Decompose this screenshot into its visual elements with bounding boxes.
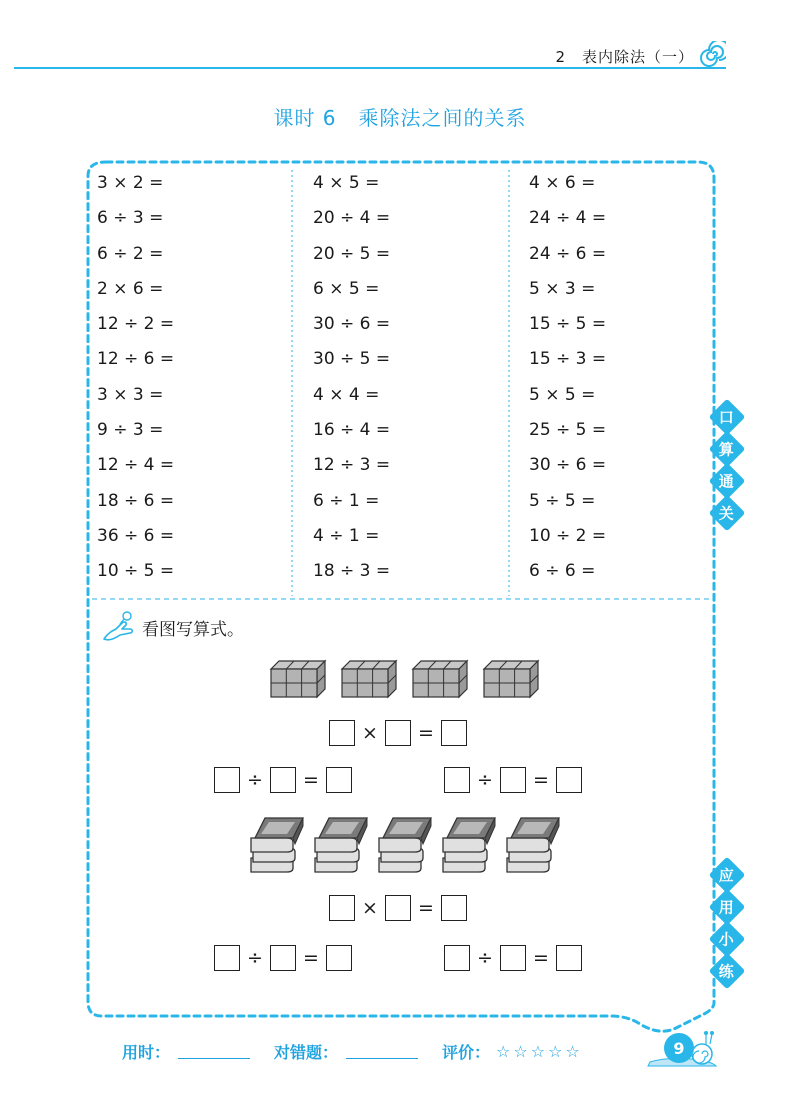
calc-item: 25 ÷ 5 = bbox=[529, 420, 607, 441]
lesson-name: 乘除法之间的关系 bbox=[358, 106, 527, 130]
calc-item: 4 ÷ 1 = bbox=[313, 525, 380, 546]
answer-box[interactable] bbox=[500, 945, 526, 971]
book-stack-icon bbox=[375, 814, 433, 874]
time-blank[interactable] bbox=[178, 1044, 250, 1059]
answer-box[interactable] bbox=[214, 767, 240, 793]
answer-box[interactable] bbox=[444, 945, 470, 971]
calc-item: 36 ÷ 6 = bbox=[97, 525, 175, 546]
answer-box[interactable] bbox=[441, 720, 467, 746]
calc-item: 20 ÷ 4 = bbox=[313, 208, 391, 229]
multiply-sign: × bbox=[362, 897, 378, 919]
calc-item: 18 ÷ 6 = bbox=[97, 490, 175, 511]
calc-item: 15 ÷ 5 = bbox=[529, 314, 607, 335]
multiply-sign: × bbox=[362, 722, 378, 744]
footer bbox=[122, 1040, 583, 1063]
side-char: 用 bbox=[709, 889, 746, 926]
answer-box[interactable] bbox=[329, 895, 355, 921]
equals-sign: = bbox=[303, 769, 319, 791]
equation-multiply-2 bbox=[329, 895, 467, 921]
divide-sign: ÷ bbox=[247, 947, 263, 969]
header-divider bbox=[14, 67, 726, 69]
cube-blocks-picture bbox=[269, 659, 540, 699]
answer-box[interactable] bbox=[270, 945, 296, 971]
book-stack-icon bbox=[247, 814, 305, 874]
calc-item: 3 × 3 = bbox=[97, 384, 164, 405]
rating-stars[interactable]: ☆☆☆☆☆ bbox=[496, 1042, 583, 1061]
page-number: 9 bbox=[664, 1033, 694, 1063]
answer-box[interactable] bbox=[326, 767, 352, 793]
divide-sign: ÷ bbox=[247, 769, 263, 791]
side-label-application bbox=[714, 860, 744, 990]
calc-item: 12 ÷ 2 = bbox=[97, 314, 175, 335]
calc-item: 5 ÷ 5 = bbox=[529, 490, 596, 511]
calc-column-2 bbox=[313, 173, 390, 597]
answer-box[interactable] bbox=[214, 945, 240, 971]
pointing-hand-icon bbox=[100, 609, 136, 645]
calc-item: 10 ÷ 5 = bbox=[97, 561, 175, 582]
side-char: 练 bbox=[709, 953, 746, 990]
calc-item: 30 ÷ 6 = bbox=[313, 314, 391, 335]
calc-item: 5 × 5 = bbox=[529, 384, 596, 405]
calc-item: 6 ÷ 2 = bbox=[97, 243, 164, 264]
calc-item: 6 ÷ 1 = bbox=[313, 490, 380, 511]
book-stack-icon bbox=[439, 814, 497, 874]
equals-sign: = bbox=[303, 947, 319, 969]
side-char: 通 bbox=[709, 463, 746, 500]
cube-block-icon bbox=[411, 659, 469, 699]
divide-sign: ÷ bbox=[477, 769, 493, 791]
calc-item: 24 ÷ 4 = bbox=[529, 208, 607, 229]
equation-divide-1b bbox=[444, 767, 582, 793]
calc-item: 16 ÷ 4 = bbox=[313, 420, 391, 441]
calc-item: 4 × 6 = bbox=[529, 173, 596, 193]
errors-blank[interactable] bbox=[346, 1044, 418, 1059]
task-text: 看图写算式。 bbox=[142, 619, 244, 640]
side-char: 小 bbox=[709, 921, 746, 958]
calc-column-1 bbox=[97, 173, 174, 597]
equation-divide-1a bbox=[214, 767, 352, 793]
calc-item: 18 ÷ 3 = bbox=[313, 561, 391, 582]
side-label-oral bbox=[714, 402, 744, 532]
calc-item: 3 × 2 = bbox=[97, 173, 164, 193]
calc-item: 12 ÷ 3 = bbox=[313, 455, 391, 476]
equals-sign: = bbox=[533, 769, 549, 791]
calc-item: 6 × 5 = bbox=[313, 278, 380, 299]
answer-box[interactable] bbox=[556, 767, 582, 793]
calc-item: 2 × 6 = bbox=[97, 278, 164, 299]
calc-item: 6 ÷ 6 = bbox=[529, 561, 596, 582]
calc-item: 9 ÷ 3 = bbox=[97, 420, 164, 441]
task-instruction bbox=[100, 609, 244, 645]
answer-box[interactable] bbox=[326, 945, 352, 971]
calc-item: 12 ÷ 4 = bbox=[97, 455, 175, 476]
equals-sign: = bbox=[418, 722, 434, 744]
calc-item: 30 ÷ 6 = bbox=[529, 455, 607, 476]
calc-item: 15 ÷ 3 = bbox=[529, 349, 607, 370]
calc-item: 20 ÷ 5 = bbox=[313, 243, 391, 264]
calc-item: 4 × 5 = bbox=[313, 173, 380, 193]
answer-box[interactable] bbox=[270, 767, 296, 793]
answer-box[interactable] bbox=[556, 945, 582, 971]
rating-label: 评价： bbox=[442, 1043, 491, 1062]
side-char: 算 bbox=[709, 431, 746, 468]
equation-divide-2b bbox=[444, 945, 582, 971]
side-char: 关 bbox=[709, 495, 746, 532]
answer-box[interactable] bbox=[441, 895, 467, 921]
equals-sign: = bbox=[418, 897, 434, 919]
equation-divide-2a bbox=[214, 945, 352, 971]
calc-item: 4 × 4 = bbox=[313, 384, 380, 405]
cube-block-icon bbox=[269, 659, 327, 699]
book-stack-icon bbox=[503, 814, 561, 874]
cube-block-icon bbox=[340, 659, 398, 699]
answer-box[interactable] bbox=[500, 767, 526, 793]
divide-sign: ÷ bbox=[477, 947, 493, 969]
calc-item: 6 ÷ 3 = bbox=[97, 208, 164, 229]
calc-item: 24 ÷ 6 = bbox=[529, 243, 607, 264]
side-char: 应 bbox=[709, 857, 746, 894]
calc-item: 30 ÷ 5 = bbox=[313, 349, 391, 370]
answer-box[interactable] bbox=[444, 767, 470, 793]
errors-label: 对错题： bbox=[274, 1043, 339, 1062]
answer-box[interactable] bbox=[385, 895, 411, 921]
side-char: 口 bbox=[709, 399, 746, 436]
book-stack-icon bbox=[311, 814, 369, 874]
calc-item: 10 ÷ 2 = bbox=[529, 525, 607, 546]
calc-item: 5 × 3 = bbox=[529, 278, 596, 299]
lesson-number: 课时 6 bbox=[273, 106, 337, 130]
equals-sign: = bbox=[533, 947, 549, 969]
calc-column-3 bbox=[529, 173, 606, 597]
calc-item: 12 ÷ 6 = bbox=[97, 349, 175, 370]
answer-box[interactable] bbox=[329, 720, 355, 746]
chapter-heading: 2 表内除法（一） bbox=[555, 48, 694, 66]
equation-multiply-1 bbox=[329, 720, 467, 746]
spiral-icon bbox=[700, 41, 726, 67]
answer-box[interactable] bbox=[385, 720, 411, 746]
book-stacks-picture bbox=[247, 814, 561, 874]
cube-block-icon bbox=[482, 659, 540, 699]
time-label: 用时： bbox=[122, 1043, 171, 1062]
lesson-title bbox=[0, 102, 800, 131]
